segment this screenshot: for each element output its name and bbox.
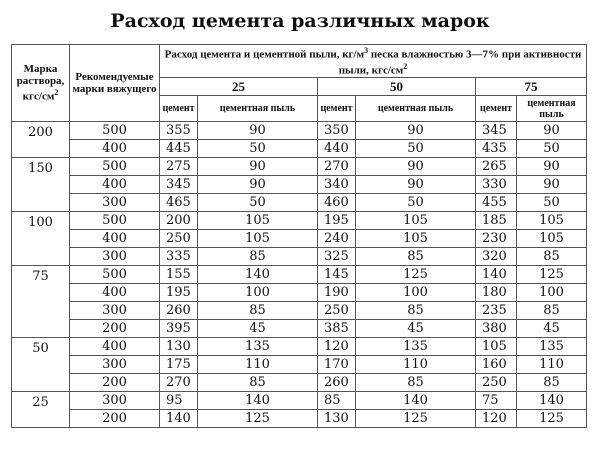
table-row [12, 284, 587, 302]
mortar-grade-cell: 150 [12, 158, 70, 212]
cement-value-cell: 195 [160, 284, 198, 302]
dust-value-cell: 50 [198, 140, 318, 158]
cement-value-cell: 170 [318, 356, 356, 374]
subheader-cement: цемент [160, 96, 198, 122]
binder-grade-cell: 400 [70, 230, 160, 248]
cement-value-cell: 325 [318, 248, 356, 266]
dust-value-cell: 50 [356, 140, 476, 158]
cement-value-cell: 270 [318, 158, 356, 176]
dust-value-cell: 125 [517, 266, 587, 284]
cement-value-cell: 335 [160, 248, 198, 266]
cement-value-cell: 330 [476, 176, 517, 194]
dust-value-cell: 125 [198, 410, 318, 428]
binder-grade-cell: 400 [70, 284, 160, 302]
table-row [12, 338, 587, 356]
dust-value-cell: 50 [356, 194, 476, 212]
dust-value-cell: 100 [517, 284, 587, 302]
cement-value-cell: 145 [318, 266, 356, 284]
table-row [12, 374, 587, 392]
dust-value-cell: 135 [517, 338, 587, 356]
cement-value-cell: 275 [160, 158, 198, 176]
table-body [12, 122, 587, 428]
subheader-dust: цементная пыль [198, 96, 318, 122]
dust-value-cell: 85 [198, 374, 318, 392]
dust-value-cell: 110 [517, 356, 587, 374]
binder-grade-cell: 300 [70, 356, 160, 374]
cement-value-cell: 380 [476, 320, 517, 338]
cement-value-cell: 465 [160, 194, 198, 212]
mortar-grade-cell: 50 [12, 338, 70, 392]
cement-value-cell: 120 [476, 410, 517, 428]
cement-value-cell: 345 [160, 176, 198, 194]
mortar-grade-cell: 200 [12, 122, 70, 158]
column-header-binder: Рекомендуемые марки вяжущего [70, 45, 160, 122]
table-row [12, 302, 587, 320]
dust-value-cell: 105 [356, 212, 476, 230]
table-row [12, 266, 587, 284]
dust-value-cell: 90 [517, 176, 587, 194]
dust-value-cell: 90 [198, 122, 318, 140]
cement-value-cell: 250 [476, 374, 517, 392]
cement-value-cell: 200 [160, 212, 198, 230]
dust-value-cell: 85 [356, 374, 476, 392]
binder-grade-cell: 300 [70, 302, 160, 320]
binder-grade-cell: 400 [70, 176, 160, 194]
dust-value-cell: 85 [517, 374, 587, 392]
table-row [12, 140, 587, 158]
mortar-grade-cell: 75 [12, 266, 70, 338]
cement-value-cell: 85 [318, 392, 356, 410]
dust-value-cell: 90 [517, 122, 587, 140]
subheader-dust: цементная пыль [517, 96, 587, 122]
column-header-consumption: Расход цемента и цементной пыли, $кг/м^3$ песка влажностью 3—7% при активности пыли, кгс/$см^2$ [160, 45, 587, 78]
subheader-cement: цемент [476, 96, 517, 122]
table-row [12, 392, 587, 410]
page-title: Расход цемента различных марок [110, 10, 490, 32]
activity-header-25: 25 [160, 78, 318, 96]
cement-value-cell: 130 [160, 338, 198, 356]
dust-value-cell: 125 [356, 266, 476, 284]
dust-value-cell: 105 [356, 230, 476, 248]
cement-value-cell: 270 [160, 374, 198, 392]
dust-value-cell: 100 [356, 284, 476, 302]
cement-value-cell: 260 [160, 302, 198, 320]
dust-value-cell: 125 [356, 410, 476, 428]
dust-value-cell: 90 [356, 122, 476, 140]
cement-value-cell: 140 [476, 266, 517, 284]
dust-value-cell: 50 [198, 194, 318, 212]
cement-value-cell: 195 [318, 212, 356, 230]
cement-value-cell: 355 [160, 122, 198, 140]
cement-value-cell: 95 [160, 392, 198, 410]
cement-value-cell: 455 [476, 194, 517, 212]
cement-value-cell: 105 [476, 338, 517, 356]
cement-value-cell: 180 [476, 284, 517, 302]
dust-value-cell: 110 [198, 356, 318, 374]
binder-grade-cell: 400 [70, 338, 160, 356]
dust-value-cell: 105 [198, 212, 318, 230]
cement-value-cell: 120 [318, 338, 356, 356]
cement-value-cell: 130 [318, 410, 356, 428]
table-row [12, 212, 587, 230]
cement-value-cell: 395 [160, 320, 198, 338]
cement-value-cell: 345 [476, 122, 517, 140]
dust-value-cell: 90 [517, 158, 587, 176]
dust-value-cell: 90 [198, 176, 318, 194]
dust-value-cell: 110 [356, 356, 476, 374]
dust-value-cell: 140 [517, 392, 587, 410]
dust-value-cell: 140 [198, 392, 318, 410]
cement-value-cell: 235 [476, 302, 517, 320]
cement-value-cell: 230 [476, 230, 517, 248]
subheader-cement: цемент [318, 96, 356, 122]
table-row [12, 176, 587, 194]
dust-value-cell: 45 [198, 320, 318, 338]
dust-value-cell: 105 [517, 230, 587, 248]
cement-value-cell: 350 [318, 122, 356, 140]
activity-header-50: 50 [318, 78, 476, 96]
cement-value-cell: 75 [476, 392, 517, 410]
dust-value-cell: 90 [356, 158, 476, 176]
binder-grade-cell: 300 [70, 248, 160, 266]
mortar-grade-cell: 100 [12, 212, 70, 266]
dust-value-cell: 105 [517, 212, 587, 230]
cement-value-cell: 265 [476, 158, 517, 176]
table-row [12, 122, 587, 140]
dust-value-cell: 135 [356, 338, 476, 356]
binder-grade-cell: 400 [70, 140, 160, 158]
table-row [12, 320, 587, 338]
binder-grade-cell: 300 [70, 194, 160, 212]
dust-value-cell: 125 [517, 410, 587, 428]
dust-value-cell: 85 [517, 302, 587, 320]
dust-value-cell: 135 [198, 338, 318, 356]
cement-value-cell: 385 [318, 320, 356, 338]
dust-value-cell: 50 [517, 140, 587, 158]
dust-value-cell: 85 [517, 248, 587, 266]
binder-grade-cell: 200 [70, 410, 160, 428]
table-row [12, 230, 587, 248]
cement-value-cell: 460 [318, 194, 356, 212]
dust-value-cell: 85 [356, 248, 476, 266]
cement-value-cell: 140 [160, 410, 198, 428]
cement-value-cell: 445 [160, 140, 198, 158]
binder-grade-cell: 200 [70, 320, 160, 338]
cement-value-cell: 160 [476, 356, 517, 374]
column-header-mortar-grade: Марка раствора, кгс/$см^2$ [12, 45, 70, 122]
cement-value-cell: 435 [476, 140, 517, 158]
cement-value-cell: 440 [318, 140, 356, 158]
dust-value-cell: 85 [198, 302, 318, 320]
cement-value-cell: 250 [318, 302, 356, 320]
binder-grade-cell: 500 [70, 266, 160, 284]
dust-value-cell: 45 [356, 320, 476, 338]
cement-value-cell: 260 [318, 374, 356, 392]
cement-value-cell: 185 [476, 212, 517, 230]
table-row [12, 410, 587, 428]
dust-value-cell: 45 [517, 320, 587, 338]
dust-value-cell: 50 [517, 194, 587, 212]
dust-value-cell: 100 [198, 284, 318, 302]
binder-grade-cell: 300 [70, 392, 160, 410]
binder-grade-cell: 200 [70, 374, 160, 392]
table-row [12, 248, 587, 266]
dust-value-cell: 105 [198, 230, 318, 248]
dust-value-cell: 90 [198, 158, 318, 176]
cement-consumption-table [11, 44, 587, 428]
cement-value-cell: 250 [160, 230, 198, 248]
table-row [12, 356, 587, 374]
cement-value-cell: 190 [318, 284, 356, 302]
binder-grade-cell: 500 [70, 212, 160, 230]
subheader-dust: цементная пыль [356, 96, 476, 122]
binder-grade-cell: 500 [70, 158, 160, 176]
cement-value-cell: 240 [318, 230, 356, 248]
binder-grade-cell: 500 [70, 122, 160, 140]
dust-value-cell: 90 [356, 176, 476, 194]
dust-value-cell: 85 [356, 302, 476, 320]
dust-value-cell: 140 [198, 266, 318, 284]
cement-value-cell: 320 [476, 248, 517, 266]
table-row [12, 158, 587, 176]
activity-header-75: 75 [476, 78, 587, 96]
dust-value-cell: 140 [356, 392, 476, 410]
cement-value-cell: 175 [160, 356, 198, 374]
dust-value-cell: 85 [198, 248, 318, 266]
cement-value-cell: 155 [160, 266, 198, 284]
cement-value-cell: 340 [318, 176, 356, 194]
table-row [12, 194, 587, 212]
mortar-grade-cell: 25 [12, 392, 70, 428]
